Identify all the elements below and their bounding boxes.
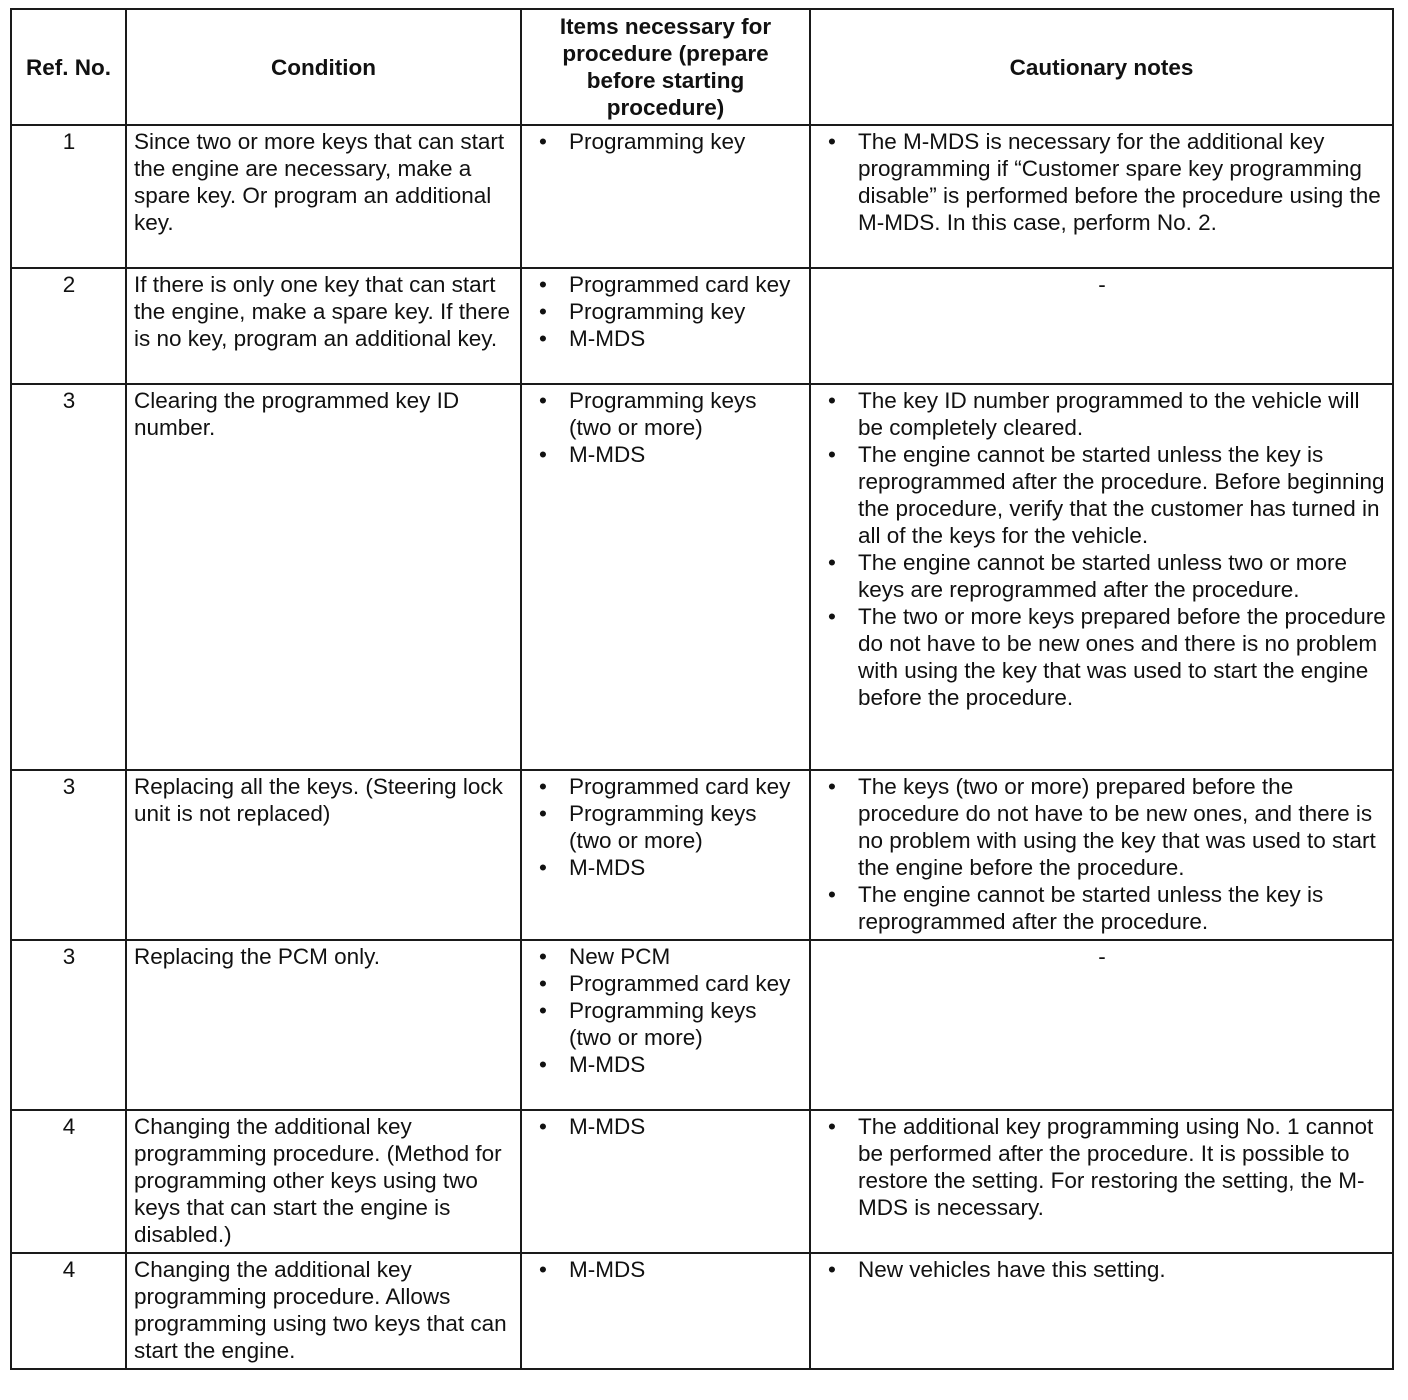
- list-item: • The additional key programming using No. 1 cannot be performed after the procedure. It is possible to restore the setting. For restoring the setting, the M-MDS is necessary.: [818, 1113, 1386, 1221]
- notes-cell-empty: -: [810, 940, 1393, 1110]
- ref-no-cell: 2: [11, 268, 126, 384]
- list-item: • New PCM: [529, 943, 803, 970]
- procedure-table: [10, 8, 1394, 1370]
- table-row: [11, 940, 1393, 1110]
- items-list: [529, 387, 803, 468]
- list-item: • Programming keys (two or more): [529, 387, 803, 441]
- list-item: • Programmed card key: [529, 271, 803, 298]
- notes-list: [818, 387, 1386, 711]
- items-cell: [521, 268, 810, 384]
- notes-cell: [810, 1110, 1393, 1253]
- list-item: • M-MDS: [529, 1256, 803, 1283]
- items-cell: [521, 384, 810, 770]
- items-list: [529, 773, 803, 881]
- notes-list: [818, 773, 1386, 935]
- ref-no-cell: 1: [11, 125, 126, 268]
- items-list: [529, 1256, 803, 1283]
- header-condition: Condition: [126, 9, 521, 125]
- ref-no-cell: 3: [11, 940, 126, 1110]
- table-row: [11, 770, 1393, 940]
- list-item: • The engine cannot be started unless the key is reprogrammed after the procedure. Before beginning the procedure, verify that the customer has turned in all of the keys for the vehicle.: [818, 441, 1386, 549]
- list-item: • M-MDS: [529, 441, 803, 468]
- notes-list: [818, 1113, 1386, 1221]
- list-item: • The key ID number programmed to the vehicle will be completely cleared.: [818, 387, 1386, 441]
- table-row: [11, 384, 1393, 770]
- items-list: [529, 943, 803, 1078]
- ref-no-cell: 3: [11, 770, 126, 940]
- condition-cell: Clearing the programmed key ID number.: [126, 384, 521, 770]
- condition-cell: Changing the additional key programming procedure. Allows programming using two keys that can start the engine.: [126, 1253, 521, 1369]
- list-item: • New vehicles have this setting.: [818, 1256, 1386, 1283]
- notes-cell-empty: -: [810, 268, 1393, 384]
- ref-no-cell: 4: [11, 1110, 126, 1253]
- table-row: [11, 1110, 1393, 1253]
- list-item: • The keys (two or more) prepared before the procedure do not have to be new ones, and there is no problem with using the key that was used to start the engine before the procedure.: [818, 773, 1386, 881]
- ref-no-cell: 3: [11, 384, 126, 770]
- condition-cell: If there is only one key that can start the engine, make a spare key. If there is no key, program an additional key.: [126, 268, 521, 384]
- header-cautionary-notes: Cautionary notes: [810, 9, 1393, 125]
- list-item: • Programming key: [529, 298, 803, 325]
- list-item: • Programming keys (two or more): [529, 800, 803, 854]
- condition-cell: Replacing the PCM only.: [126, 940, 521, 1110]
- condition-cell: Changing the additional key programming procedure. (Method for programming other keys using two keys that can start the engine is disabled.): [126, 1110, 521, 1253]
- notes-list: [818, 1256, 1386, 1283]
- list-item: • M-MDS: [529, 1051, 803, 1078]
- list-item: • M-MDS: [529, 325, 803, 352]
- notes-cell: [810, 384, 1393, 770]
- table-row: [11, 1253, 1393, 1369]
- notes-list: [818, 128, 1386, 236]
- items-cell: [521, 940, 810, 1110]
- ref-no-cell: 4: [11, 1253, 126, 1369]
- list-item: • Programming keys (two or more): [529, 997, 803, 1051]
- list-item: • Programming key: [529, 128, 803, 155]
- items-cell: [521, 1110, 810, 1253]
- list-item: • M-MDS: [529, 854, 803, 881]
- notes-cell: [810, 125, 1393, 268]
- table-row: [11, 125, 1393, 268]
- header-items: Items necessary for procedure (prepare before starting procedure): [521, 9, 810, 125]
- list-item: • The M-MDS is necessary for the additional key programming if “Customer spare key programming disable” is performed before the procedure using the M-MDS. In this case, perform No. 2.: [818, 128, 1386, 236]
- items-list: [529, 271, 803, 352]
- items-list: [529, 128, 803, 155]
- notes-cell: [810, 1253, 1393, 1369]
- header-row: [11, 9, 1393, 125]
- table-row: [11, 268, 1393, 384]
- list-item: • M-MDS: [529, 1113, 803, 1140]
- list-item: • Programmed card key: [529, 773, 803, 800]
- list-item: • The engine cannot be started unless the key is reprogrammed after the procedure.: [818, 881, 1386, 935]
- header-ref-no: Ref. No.: [11, 9, 126, 125]
- items-cell: [521, 125, 810, 268]
- items-list: [529, 1113, 803, 1140]
- list-item: • The engine cannot be started unless two or more keys are reprogrammed after the procedure.: [818, 549, 1386, 603]
- list-item: • The two or more keys prepared before the procedure do not have to be new ones and there is no problem with using the key that was used to start the engine before the procedure.: [818, 603, 1386, 711]
- items-cell: [521, 1253, 810, 1369]
- items-cell: [521, 770, 810, 940]
- list-item: • Programmed card key: [529, 970, 803, 997]
- condition-cell: Replacing all the keys. (Steering lock unit is not replaced): [126, 770, 521, 940]
- notes-cell: [810, 770, 1393, 940]
- condition-cell: Since two or more keys that can start the engine are necessary, make a spare key. Or program an additional key.: [126, 125, 521, 268]
